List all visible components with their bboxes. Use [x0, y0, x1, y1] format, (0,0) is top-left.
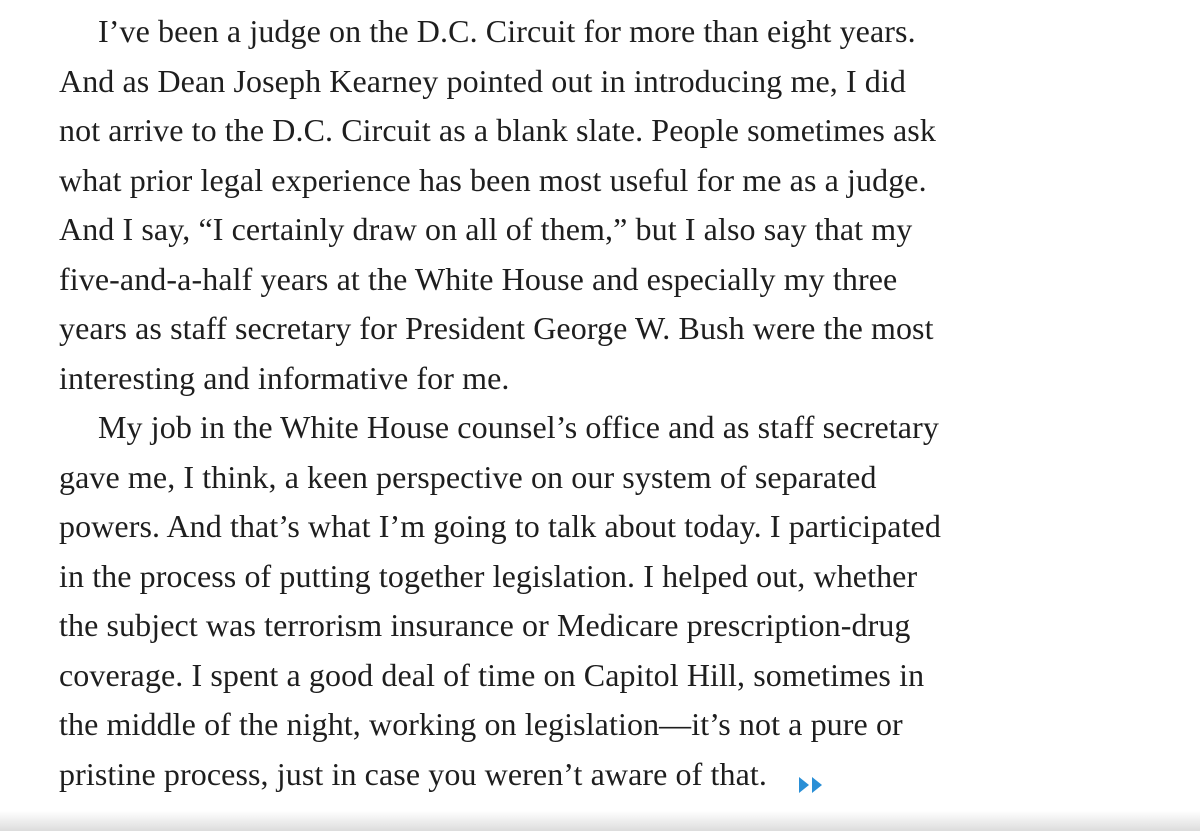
text-line: My job in the White House counsel’s office and as staff secretary: [98, 409, 939, 445]
paragraph-2: [59, 403, 1139, 799]
last-text-line: [59, 750, 1139, 800]
text-line: the middle of the night, working on legislation—it’s not a pure or: [59, 706, 903, 742]
text-line: not arrive to the D.C. Circuit as a blank slate. People sometimes ask: [59, 112, 936, 148]
text-line: years as staff secretary for President George W. Bush were the most: [59, 310, 934, 346]
body-text: [59, 0, 1139, 799]
double-chevron-right-icon[interactable]: [797, 761, 827, 783]
text-line: powers. And that’s what I’m going to talk about today. I participated: [59, 508, 941, 544]
page-bottom-shadow: [0, 811, 1200, 831]
text-line: coverage. I spent a good deal of time on Capitol Hill, sometimes in: [59, 656, 925, 693]
text-line: the subject was terrorism insurance or Medicare prescription-drug: [59, 607, 911, 643]
text-line: And I say, “I certainly draw on all of them,” but I also say that my: [59, 211, 913, 247]
text-line: gave me, I think, a keen perspective on our system of separated: [59, 458, 877, 495]
text-line-content: pristine process, just in case you weren’t aware of that.: [59, 755, 767, 792]
text-line: in the process of putting together legislation. I helped out, whether: [59, 557, 918, 594]
text-line: interesting and informative for me.: [59, 359, 510, 396]
paragraph-1: [59, 0, 1139, 403]
text-line: what prior legal experience has been most useful for me as a judge.: [59, 161, 927, 198]
text-line: five-and-a-half years at the White House and especially my three: [59, 260, 898, 297]
text-line: And as Dean Joseph Kearney pointed out in introducing me, I did: [59, 62, 907, 99]
text-line: I’ve been a judge on the D.C. Circuit for more than eight years.: [98, 13, 916, 49]
